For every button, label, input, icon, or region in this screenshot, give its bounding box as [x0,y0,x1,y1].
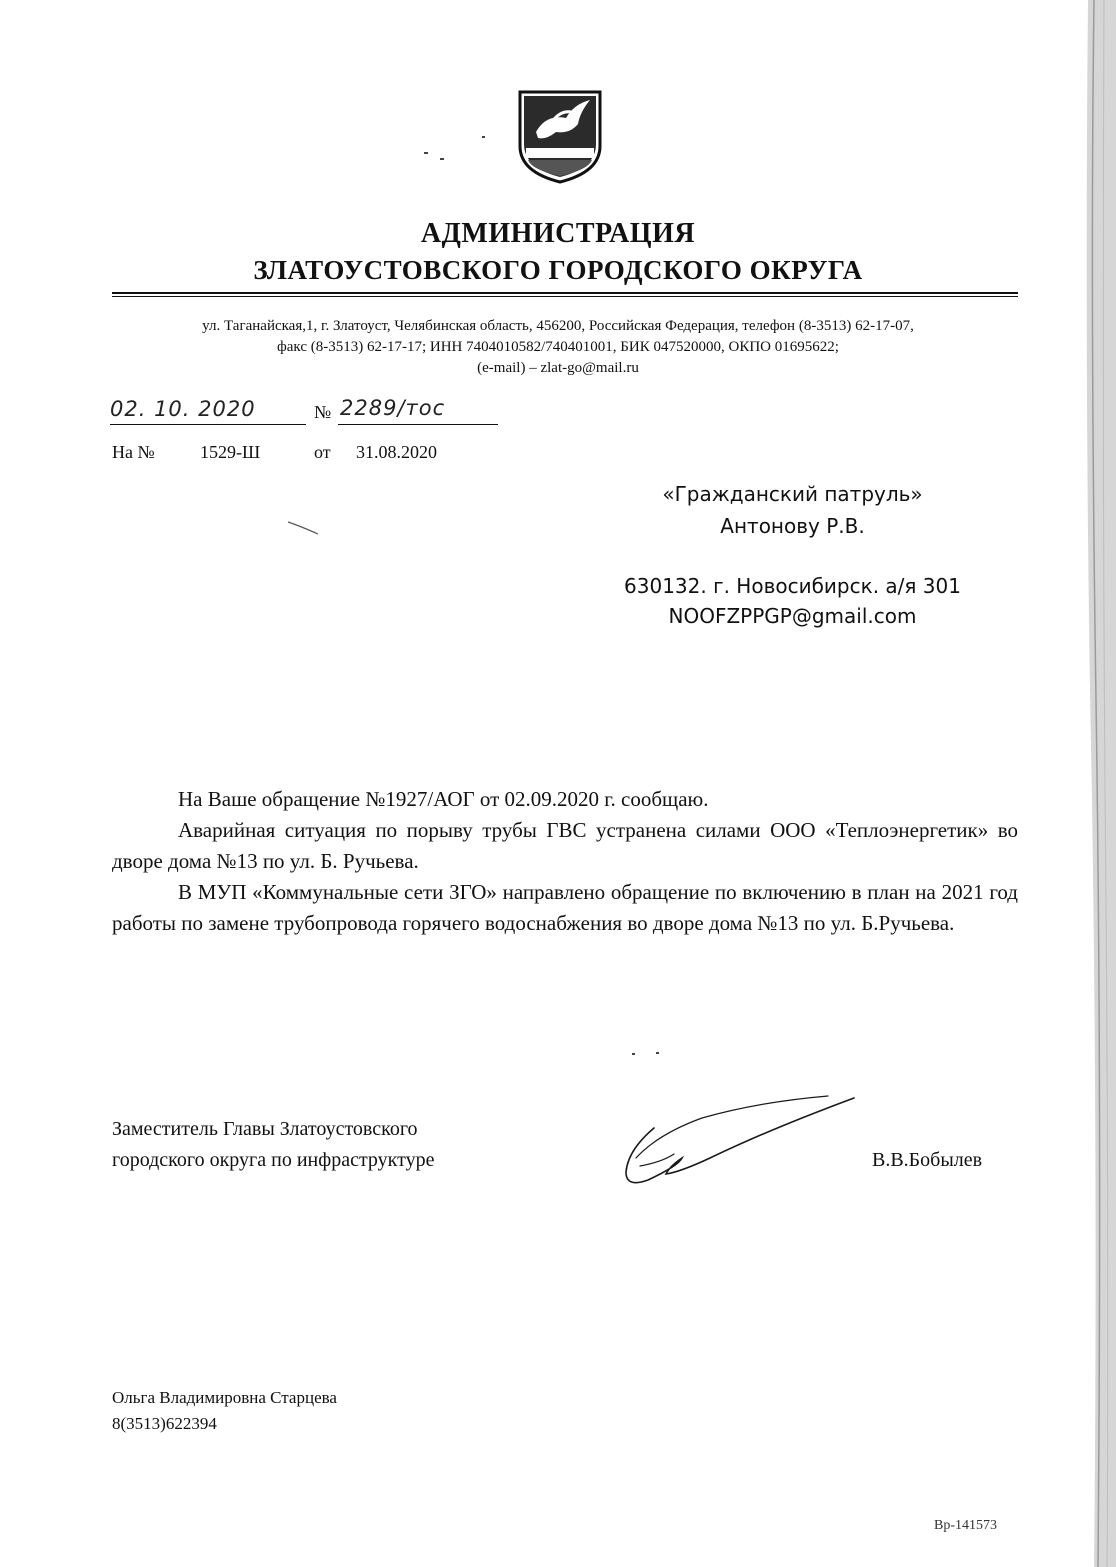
signatory-title-line2: городского округа по инфраструктуре [112,1149,435,1171]
org-title-line2: ЗЛАТОУСТОВСКОГО ГОРОДСКОГО ОКРУГА [253,255,863,285]
header-rule-thin [112,296,1018,297]
reply-to-number: 1529-Ш [200,442,261,462]
signatory-title-line1: Заместитель Главы Златоустовского [112,1118,418,1140]
coat-of-arms-icon [516,88,604,184]
org-title-line1: АДМИНИСТРАЦИЯ [420,218,696,249]
executor-name: Ольга Владимировна Старцева [112,1388,337,1407]
number-underline [338,424,498,425]
scan-speck [440,158,444,160]
org-address-line2: факс (8-3513) 62-17-17; ИНН 7404010582/740401001, БИК 047520000, ОКПО 01695622; [277,339,839,355]
document-code: Вр-141573 [934,1518,997,1533]
recipient-org: «Гражданский патруль» [662,482,923,506]
body-paragraph-3: В МУП «Коммунальные сети ЗГО» направлено обращение по включению в план на 2021 год работы по замене трубопровода горячего водоснабжения во дворе дома №13 по ул. Б.Ручьева. [112,880,1018,935]
outgoing-number: 2289/тос [340,396,446,420]
signatory-name: В.В.Бобылев [872,1149,983,1171]
handwritten-signature [618,1088,868,1192]
body-paragraph-2: Аварийная ситуация по порыву трубы ГВС устранена силами ООО «Теплоэнергетик» во дворе дома №13 по ул. Б. Ручьева. [112,818,1018,873]
scan-speck [656,1052,659,1054]
body-paragraph-1: На Ваше обращение №1927/АОГ от 02.09.2020 г. сообщаю. [178,787,709,811]
org-address-line1: ул. Таганайская,1, г. Златоуст, Челябинская область, 456200, Российская Федерация, телефон (8-3513) 62-17-07, [202,318,914,334]
org-email-line: (e-mail) – zlat-go@mail.ru [477,360,639,376]
header-rule [112,292,1018,294]
scan-speck [482,136,485,138]
recipient-name: Антонову Р.В. [720,514,865,538]
from-label: от [314,442,331,462]
scan-speck [632,1053,635,1055]
outgoing-date: 02. 10. 2020 [110,397,256,421]
recipient-email: NOOFZPPGP@gmail.com [668,604,917,628]
letter-body [112,784,1018,939]
scan-mark [286,520,322,536]
date-underline [110,424,306,425]
reply-to-date: 31.08.2020 [356,442,437,462]
scan-speck [424,152,428,154]
executor-phone: 8(3513)622394 [112,1414,217,1433]
number-sign: № [314,402,332,422]
reply-to-label: На № [112,442,155,462]
recipient-address: 630132. г. Новосибирск. а/я 301 [624,574,961,598]
